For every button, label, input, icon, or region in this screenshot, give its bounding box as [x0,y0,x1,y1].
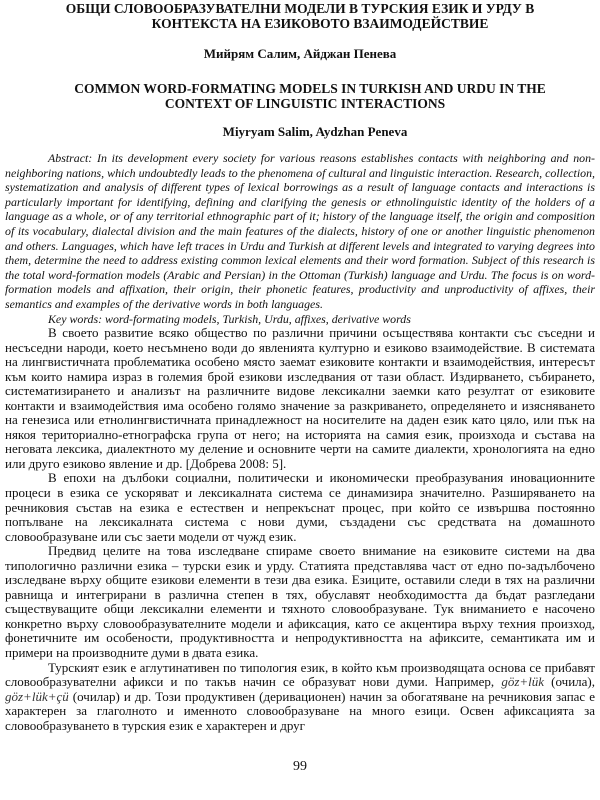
authors-bulgarian: Мийрям Салим, Айджан Пенева [203,46,397,61]
authors-english: Miyryam Salim, Aydzhan Peneva [222,124,408,139]
title-bulgarian-line1: ОБЩИ СЛОВООБРАЗУВАТЕЛНИ МОДЕЛИ В ТУРСКИЯ ЕЗИК И УРДУ В [65,1,535,16]
body-text [5,326,595,733]
gloss-1: (очила), [544,674,596,690]
paragraph-1: В своето развитие всяко общество по различни причини осъществява контакти със съседни и несъседни народи, което несъмнено води до явленията културно и езиково взаимодействие. В системата на лингвистичната проблематика особено място заемат езиковите контакти и взаимодействия, интересът към които намира израз в големия брой езикови изследвания от тази област. Издирването, събирането, систематизирането и анализът на различните видове лексикални заемки като резултат от езиковите контакти и взаимодействия има особено голямо значение за разкриването, определянето и изясняването на генезиса или етнолингвистичната принадлежност на носителите на даден език като цяло, или пък на някоя териториално-етнографска група от него; на историята на самия език, произхода и състава на неговата лексика, диалектното му деление и основните черти на самите диалекти, хронологията на едно или друго езиково явление и др. [Добрева 2008: 5]. [5,325,595,471]
paragraph-4-text-b: (очилар) и др. Този продуктивен (деривационен) начин за обогатяване на речниковия запас е характерен за глаголното и именното словообразуване на много езици. Освен афиксацията за словообразуването в турския език е характерен и друг [5,688,595,733]
title-english-line2: CONTEXT OF LINGUISTIC INTERACTIONS [164,96,446,111]
paragraph-2: В епохи на дълбоки социални, политически и икономически преобразувания иновационните процеси в езика се ускоряват и лексикалната система се динамизира значително. Разширяването на речниковия състав на езика е естествен и непрекъснат процес, при който се извършва постоянно попълване на лексикалната система с нови думи, създадени със средствата на домашното словообразуване или със заети модели от чужд език. [5,470,595,544]
paragraph-4-text-a: Турският език е аглутинативен по типология език, в който към производящата основа се прибавят словообразувателни афикси и по такъв начин се образуват нови думи. Например, [5,659,595,690]
title-bulgarian [0,1,600,31]
title-english-line1: COMMON WORD-FORMATING MODELS IN TURKISH AND URDU IN THE [74,81,546,96]
turkish-example-2: göz+lük+çü [5,688,69,704]
keywords: Key words: word-formating models, Turkish, Urdu, affixes, derivative words [48,311,411,326]
abstract-text: Abstract: In its development every society for various reasons establishes contacts with neighboring and non-neighboring nations, which undoubtedly leads to the phenomena of cultural and linguistic interaction. Research, collection, systematization and analysis of different types of lexical borrowings as a result of language contacts and interactions is particularly important for identifying, defining and clarifying the genesis or ethnolinguistic identity of the holders of a language as a whole, or of any territorial ethnographic part of it; history of the language itself, the origin and composition of its vocabulary, dialectal division and the main features of the dialects, history of one or another linguistic phenomenon and others. Languages, which have left traces in Urdu and Turkish at different levels and integrated to varying degrees into them, determine the need to address existing common lexical elements and their word formation. Subject of this research is the total word-formation models (Arabic and Persian) in the Ottoman (Turkish) language and Urdu. The focus is on word-formation models and affixation, their origin, their phonetic features, productivity and unproductivity of affixes, their semantics and examples of the derivative words in both languages. [5,151,595,311]
title-english [0,81,600,111]
paragraph-4 [5,661,595,734]
page-number: 99 [293,759,307,774]
turkish-example-1: göz+lük [501,674,545,690]
title-bulgarian-line2: КОНТЕКСТА НА ЕЗИКОВОТО ВЗАИМОДЕЙСТВИЕ [151,16,489,31]
paragraph-3: Предвид целите на това изследване спираме своето внимание на езиковите системи на два типологично различни езика – турски език и урду. Статията представлява част от едно по-задълбочено изследване върху общите езикови елементи в тези два езика. Езиците, оставили следи в тях на различни равнища и интегрирани в различна степен в тях, обуславят необходимостта да бъдат разгледани съществуващите общи лексикални елементи и тяхното словообразуване. Тук вниманието е насочено конкретно върху словообразувателните модели и афиксация, като се акцентира върху техния произход, фонетичните им особености, продуктивността и непродуктивността на афиксите, семантиката им и примери на производните думи в двата езика. [5,543,595,661]
abstract-section [5,151,595,326]
